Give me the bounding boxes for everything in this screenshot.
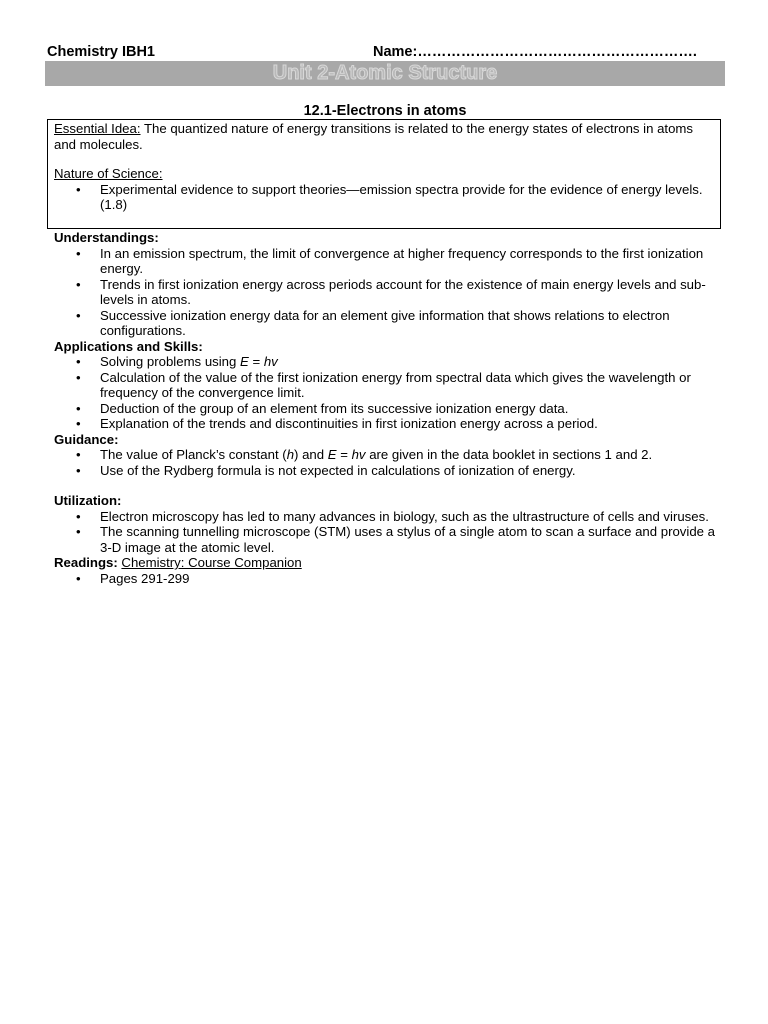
bullet-icon: • bbox=[76, 462, 81, 478]
list-item: • Electron microscopy has led to many advances in biology, such as the ultrastructure of cells and viruses. bbox=[76, 508, 709, 524]
utilization-list bbox=[54, 509, 716, 556]
unit-banner-text: Unit 2-Atomic Structure bbox=[272, 62, 498, 84]
bullet-icon: • bbox=[76, 354, 81, 369]
list-item: • Deduction of the group of an element from its successive ionization energy data. bbox=[76, 400, 569, 416]
guidance-heading: Guidance: bbox=[54, 431, 119, 447]
essential-idea bbox=[54, 121, 714, 152]
readings-heading: Readings: bbox=[54, 555, 118, 570]
bullet-icon: • bbox=[76, 416, 81, 431]
list-item: • Use of the Rydberg formula is not expected in calculations of ionization of energy. bbox=[76, 462, 576, 478]
nature-of-science-list bbox=[54, 182, 714, 213]
bullet-icon: • bbox=[76, 276, 81, 292]
bullet-icon: • bbox=[76, 181, 81, 197]
essential-idea-label: Essential Idea: bbox=[54, 121, 141, 136]
list-item: • The value of Planck’s constant (h) and E = hv are given in the data booklet in sections 1 and 2. bbox=[76, 447, 653, 462]
applications-heading: Applications and Skills: bbox=[54, 338, 203, 354]
readings-list bbox=[54, 571, 716, 587]
list-item: • In an emission spectrum, the limit of convergence at higher frequency corresponds to the first ionization energy. bbox=[76, 245, 704, 276]
bullet-icon: • bbox=[76, 307, 81, 323]
understandings-heading: Understandings: bbox=[54, 230, 159, 245]
unit-banner bbox=[45, 61, 725, 86]
list-item: • The scanning tunnelling microscope (STM) uses a stylus of a single atom to scan a surface and provide a 3-D image at the atomic level. bbox=[76, 524, 715, 555]
name-field-label: Name:…………………………………………………. bbox=[373, 44, 697, 60]
list-item: • Successive ionization energy data for an element give information that shows relations to electron configurations. bbox=[76, 307, 670, 338]
bullet-icon: • bbox=[76, 570, 81, 586]
bullet-icon: • bbox=[76, 524, 81, 539]
bullet-icon: • bbox=[76, 400, 81, 416]
list-item: • Trends in first ionization energy across periods account for the existence of main energy levels and sub-levels in atoms. bbox=[76, 276, 706, 307]
understandings-list bbox=[54, 246, 716, 339]
list-item: • Explanation of the trends and discontinuities in first ionization energy across a period. bbox=[76, 416, 598, 431]
nature-of-science-label: Nature of Science: bbox=[54, 166, 163, 181]
applications-list bbox=[54, 354, 716, 432]
list-item: • Calculation of the value of the first ionization energy from spectral data which gives the wavelength or frequency of the convergence limit. bbox=[76, 369, 691, 400]
essential-idea-text: The quantized nature of energy transitions is related to the energy states of electrons in atoms and molecules. bbox=[54, 121, 693, 152]
main-content bbox=[54, 230, 716, 586]
essential-idea-box bbox=[47, 119, 721, 229]
bullet-icon: • bbox=[76, 245, 81, 261]
readings-line bbox=[54, 555, 716, 571]
bullet-icon: • bbox=[76, 508, 81, 524]
bullet-icon: • bbox=[76, 447, 81, 462]
list-item: • Experimental evidence to support theories—emission spectra provide for the evidence of energy levels. (1.8) bbox=[76, 181, 703, 212]
list-item: • Solving problems using E = hv bbox=[76, 354, 278, 369]
course-title: Chemistry IBH1 bbox=[47, 44, 155, 60]
guidance-list bbox=[54, 447, 716, 478]
header-row bbox=[47, 44, 723, 62]
bullet-icon: • bbox=[76, 369, 81, 385]
section-title: 12.1-Electrons in atoms bbox=[303, 103, 467, 119]
readings-book: Chemistry: Course Companion bbox=[121, 555, 302, 570]
utilization-heading: Utilization: bbox=[54, 493, 122, 508]
list-item: • Pages 291-299 bbox=[76, 570, 190, 586]
